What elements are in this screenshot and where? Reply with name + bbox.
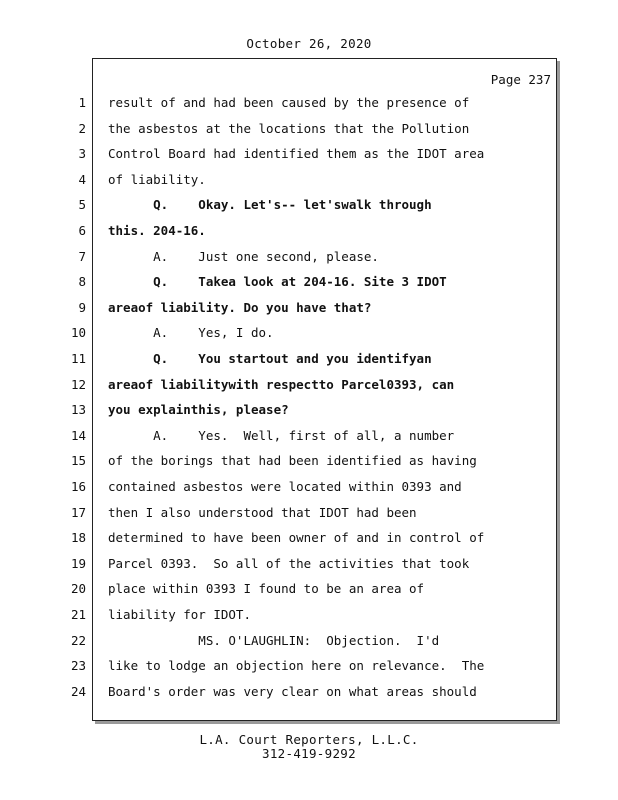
transcript-line: Parcel 0393. So all of the activities that took xyxy=(108,556,470,571)
line-number: 20 xyxy=(70,581,86,596)
line-number: 17 xyxy=(70,505,86,520)
transcript-line: MS. O'LAUGHLIN: Objection. I'd xyxy=(108,633,440,648)
footer-company: L.A. Court Reporters, L.L.C. xyxy=(199,732,419,747)
line-number: 3 xyxy=(78,146,86,161)
transcript-line: this. 204-16. xyxy=(108,223,206,238)
line-number: 1 xyxy=(78,95,86,110)
line-number: 5 xyxy=(78,197,86,212)
transcript-line: like to lodge an objection here on relevance. The xyxy=(108,658,485,673)
line-number: 18 xyxy=(70,530,86,545)
line-number: 10 xyxy=(70,325,86,340)
line-number: 14 xyxy=(70,428,86,443)
line-number: 13 xyxy=(70,402,86,417)
header-date: October 26, 2020 xyxy=(246,36,372,51)
line-number: 24 xyxy=(70,684,86,699)
line-number: 23 xyxy=(70,658,86,673)
line-number: 11 xyxy=(70,351,86,366)
transcript-line: Q. Okay. Let's-- let'swalk through xyxy=(108,197,432,212)
page-number: Page 237 xyxy=(490,72,551,87)
line-number: 16 xyxy=(70,479,86,494)
transcript-line: areaof liability. Do you have that? xyxy=(108,300,372,315)
line-number: 2 xyxy=(78,121,86,136)
transcript-line: the asbestos at the locations that the Pollution xyxy=(108,121,470,136)
line-number: 8 xyxy=(78,274,86,289)
transcript-line: Board's order was very clear on what areas should xyxy=(108,684,477,699)
line-number: 6 xyxy=(78,223,86,238)
transcript-line: Q. Takea look at 204-16. Site 3 IDOT xyxy=(108,274,447,289)
transcript-line: liability for IDOT. xyxy=(108,607,251,622)
transcript-line: determined to have been owner of and in control of xyxy=(108,530,485,545)
line-number: 9 xyxy=(78,300,86,315)
line-number: 21 xyxy=(70,607,86,622)
transcript-line: you explainthis, please? xyxy=(108,402,289,417)
transcript-line: contained asbestos were located within 0393 and xyxy=(108,479,462,494)
transcript-line: then I also understood that IDOT had been xyxy=(108,505,417,520)
line-number: 15 xyxy=(70,453,86,468)
transcript-line: A. Yes, I do. xyxy=(108,325,274,340)
line-number: 22 xyxy=(70,633,86,648)
transcript-line: place within 0393 I found to be an area of xyxy=(108,581,425,596)
transcript-line: A. Yes. Well, first of all, a number xyxy=(108,428,455,443)
line-number: 4 xyxy=(78,172,86,187)
line-number: 19 xyxy=(70,556,86,571)
footer-phone: 312-419-9292 xyxy=(262,746,356,761)
line-number: 12 xyxy=(70,377,86,392)
line-number: 7 xyxy=(78,249,86,264)
transcript-line: areaof liabilitywith respectto Parcel0393, can xyxy=(108,377,455,392)
transcript-line: Q. You startout and you identifyan xyxy=(108,351,432,366)
transcript-line: Control Board had identified them as the IDOT area xyxy=(108,146,485,161)
transcript-line: of liability. xyxy=(108,172,206,187)
transcript-line: result of and had been caused by the presence of xyxy=(108,95,470,110)
transcript-line: of the borings that had been identified as having xyxy=(108,453,477,468)
transcript-line: A. Just one second, please. xyxy=(108,249,379,264)
